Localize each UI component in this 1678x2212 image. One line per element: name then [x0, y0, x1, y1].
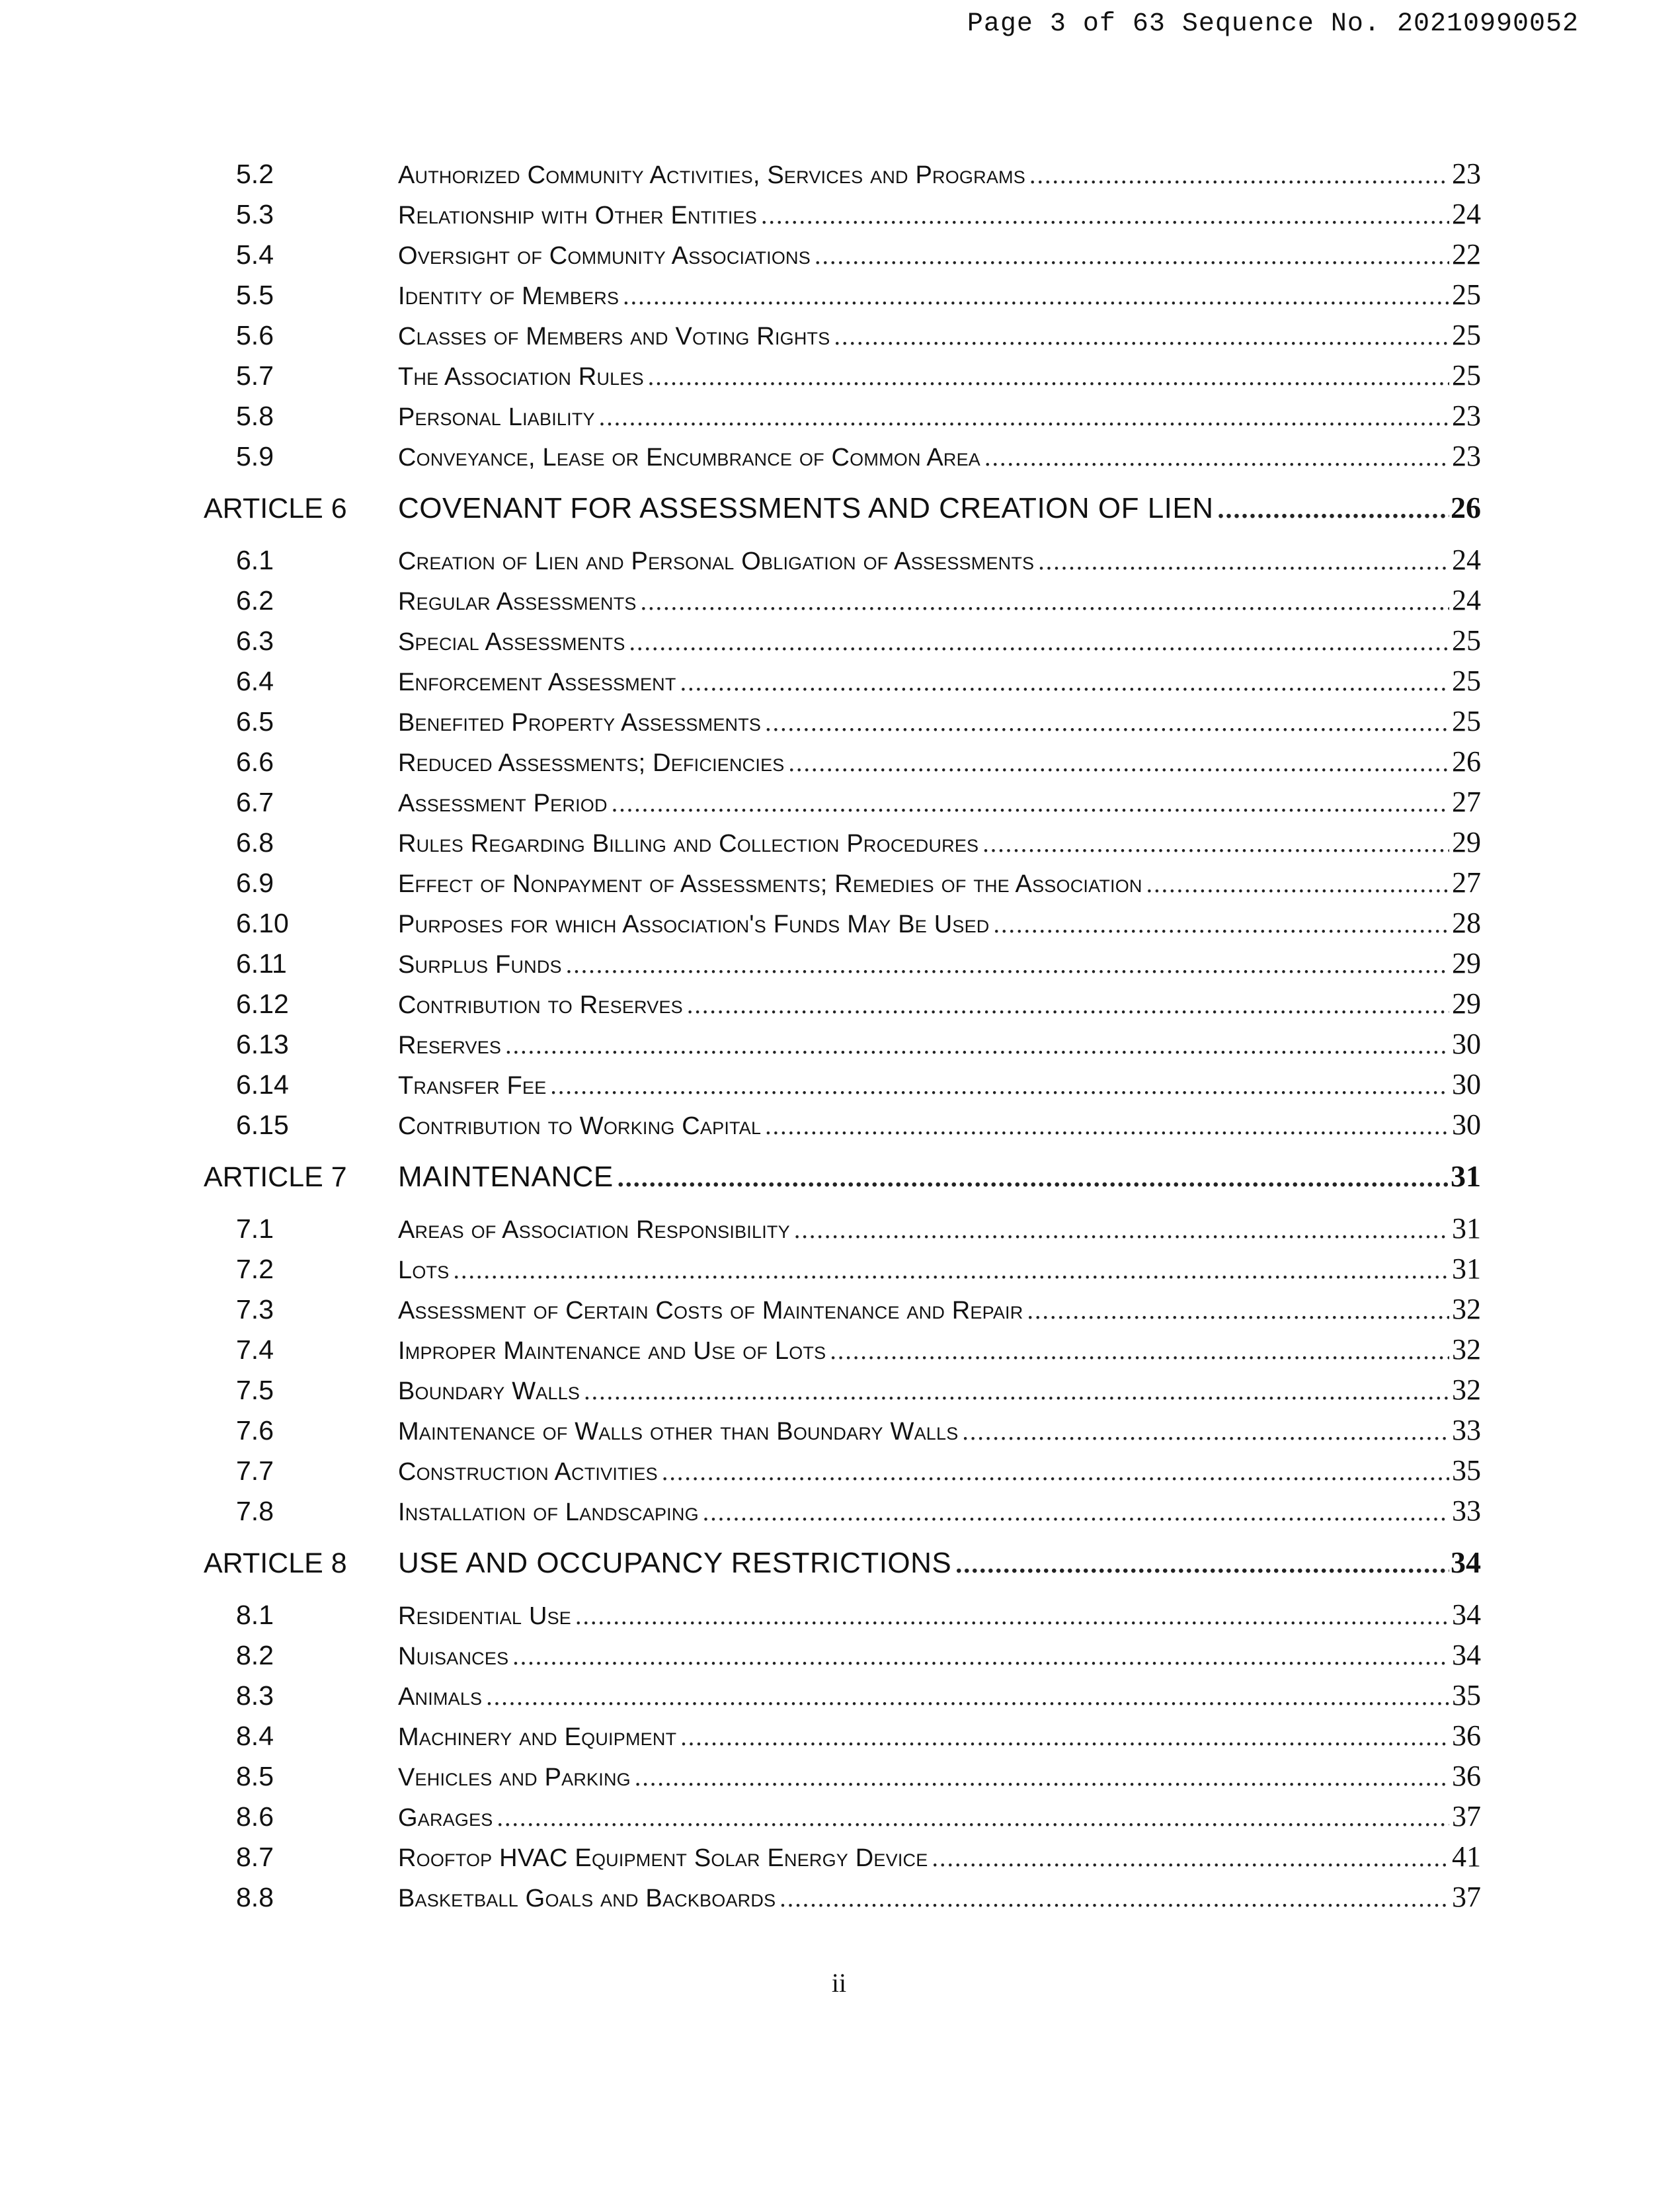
dot-leader — [826, 1331, 1449, 1372]
toc-section-row — [198, 540, 1481, 580]
toc-section-row — [198, 580, 1481, 620]
toc-section-row — [198, 1450, 1481, 1491]
dot-leader — [1023, 1291, 1449, 1331]
dot-leader — [811, 236, 1449, 276]
section-number: 8.4 — [236, 1721, 274, 1751]
dot-leader — [658, 1452, 1449, 1493]
page-reference: 34 — [1452, 1598, 1481, 1631]
section-title: Lots — [398, 1256, 450, 1284]
section-number: 6.5 — [236, 706, 274, 737]
page-reference: 35 — [1452, 1679, 1481, 1711]
article-title: COVENANT FOR ASSESSMENTS AND CREATION OF LIEN — [398, 492, 1214, 524]
section-title: Identity of Members — [398, 282, 619, 310]
dot-leader — [989, 905, 1449, 945]
page-reference: 26 — [1452, 745, 1481, 778]
section-title: Enforcement Assessment — [398, 669, 676, 696]
dot-leader — [830, 317, 1449, 357]
toc-section-row — [198, 234, 1481, 274]
dot-leader — [546, 1066, 1449, 1106]
page-reference: 41 — [1452, 1840, 1481, 1873]
section-title: Personal Liability — [398, 403, 595, 431]
section-title: Maintenance of Walls other than Boundary Walls — [398, 1418, 959, 1446]
page-reference: 28 — [1452, 907, 1481, 939]
section-number: 7.6 — [236, 1415, 274, 1446]
toc-section-row — [198, 903, 1481, 943]
section-number: 6.6 — [236, 747, 274, 777]
section-title: Authorized Community Activities, Services and Programs — [398, 161, 1025, 189]
article-number: ARTICLE 6 — [204, 493, 347, 524]
dot-leader — [928, 1838, 1449, 1879]
page-sequence-header: Page 3 of 63 Sequence No. 20210990052 — [967, 9, 1579, 39]
dot-leader — [493, 1798, 1450, 1838]
section-title: Reduced Assessments; Deficiencies — [398, 749, 785, 777]
section-number: 7.4 — [236, 1334, 274, 1365]
section-title: Boundary Walls — [398, 1377, 580, 1405]
page-reference: 29 — [1452, 826, 1481, 858]
section-number: 6.3 — [236, 626, 274, 656]
toc-section-row — [198, 1635, 1481, 1675]
section-title: The Association Rules — [398, 363, 644, 391]
section-title: Garages — [398, 1804, 493, 1832]
toc-article-row — [198, 487, 1481, 529]
dot-leader — [625, 622, 1449, 663]
section-number: 5.8 — [236, 401, 274, 431]
toc-section-row — [198, 1715, 1481, 1756]
page-reference: 23 — [1452, 399, 1481, 432]
page-reference: 33 — [1452, 1495, 1481, 1527]
page-reference: 32 — [1452, 1373, 1481, 1406]
page-reference: 27 — [1452, 786, 1481, 818]
article-number: ARTICLE 8 — [204, 1547, 347, 1579]
page-reference: 24 — [1452, 198, 1481, 230]
toc-section-row — [198, 701, 1481, 741]
toc-section-row — [198, 1836, 1481, 1877]
section-number: 6.10 — [236, 908, 289, 938]
page-reference: 30 — [1452, 1108, 1481, 1141]
page-reference: 30 — [1452, 1068, 1481, 1100]
section-number: 6.2 — [236, 585, 274, 616]
toc-section-row — [198, 943, 1481, 983]
section-number: 6.13 — [236, 1029, 289, 1059]
page-reference: 31 — [1452, 1252, 1481, 1285]
section-number: 8.8 — [236, 1882, 274, 1912]
section-title: Reserves — [398, 1032, 502, 1059]
dot-leader — [980, 438, 1449, 478]
toc-section-row — [198, 1064, 1481, 1104]
section-title: Oversight of Community Associations — [398, 242, 811, 270]
page-reference: 32 — [1452, 1333, 1481, 1366]
dot-leader — [619, 276, 1449, 317]
page-reference: 34 — [1451, 1545, 1481, 1579]
page-reference: 36 — [1452, 1719, 1481, 1752]
page-reference: 33 — [1452, 1414, 1481, 1446]
toc-article-row — [198, 1155, 1481, 1198]
page-reference: 22 — [1452, 238, 1481, 270]
toc-section-row — [198, 315, 1481, 355]
dot-leader — [595, 397, 1449, 438]
section-number: 7.8 — [236, 1496, 274, 1526]
dot-leader — [979, 824, 1449, 864]
toc-section-row — [198, 782, 1481, 822]
page-reference: 36 — [1452, 1760, 1481, 1792]
section-title: Vehicles and Parking — [398, 1764, 631, 1791]
toc-section-row — [198, 661, 1481, 701]
toc-section-row — [198, 862, 1481, 903]
page-reference: 37 — [1452, 1800, 1481, 1832]
dot-leader — [776, 1879, 1449, 1919]
section-number: 6.9 — [236, 868, 274, 898]
section-number: 6.1 — [236, 545, 274, 575]
toc-section-row — [198, 1756, 1481, 1796]
dot-leader — [1214, 488, 1449, 530]
section-title: Rules Regarding Billing and Collection Procedures — [398, 830, 979, 858]
dot-leader — [958, 1412, 1449, 1452]
dot-leader — [757, 196, 1449, 236]
toc-section-row — [198, 1594, 1481, 1635]
toc-section-row — [198, 1796, 1481, 1836]
section-title: Construction Activities — [398, 1458, 658, 1486]
section-title: Rooftop HVAC Equipment Solar Energy Device — [398, 1844, 928, 1872]
section-number: 7.1 — [236, 1213, 274, 1244]
section-number: 8.3 — [236, 1680, 274, 1711]
dot-leader — [785, 743, 1450, 784]
section-number: 6.12 — [236, 989, 289, 1019]
dot-leader — [580, 1372, 1449, 1412]
section-number: 6.11 — [236, 948, 287, 979]
section-title: Improper Maintenance and Use of Lots — [398, 1337, 826, 1365]
toc-section-row — [198, 194, 1481, 234]
section-title: Residential Use — [398, 1602, 572, 1630]
dot-leader — [508, 1637, 1449, 1677]
section-title: Classes of Members and Voting Rights — [398, 323, 830, 350]
page-reference: 32 — [1452, 1293, 1481, 1325]
dot-leader — [644, 357, 1449, 397]
section-number: 7.5 — [236, 1375, 274, 1405]
toc-section-row — [198, 620, 1481, 661]
page-reference: 31 — [1452, 1212, 1481, 1245]
toc-section-row — [198, 355, 1481, 395]
section-number: 5.9 — [236, 441, 274, 471]
section-title: Special Assessments — [398, 628, 625, 656]
dot-leader — [614, 1157, 1449, 1199]
dot-leader — [449, 1250, 1449, 1291]
section-number: 6.14 — [236, 1069, 289, 1100]
page-reference: 24 — [1452, 584, 1481, 616]
table-of-contents — [198, 153, 1481, 1917]
section-title: Conveyance, Lease or Encumbrance of Common Area — [398, 444, 980, 471]
section-title: Areas of Association Responsibility — [398, 1216, 790, 1244]
section-title: Creation of Lien and Personal Obligation of Assessments — [398, 548, 1035, 575]
section-title: Transfer Fee — [398, 1072, 547, 1100]
section-title: Contribution to Working Capital — [398, 1112, 762, 1140]
section-title: Assessment of Certain Costs of Maintenance and Repair — [398, 1297, 1023, 1325]
page-reference: 31 — [1451, 1159, 1481, 1193]
section-number: 5.6 — [236, 320, 274, 350]
section-number: 6.15 — [236, 1110, 289, 1140]
section-title: Regular Assessments — [398, 588, 637, 616]
section-number: 5.7 — [236, 360, 274, 391]
section-title: Benefited Property Assessments — [398, 709, 762, 737]
dot-leader — [501, 1026, 1449, 1066]
toc-section-row — [198, 153, 1481, 194]
dot-leader — [637, 582, 1449, 622]
section-title: Nuisances — [398, 1643, 509, 1670]
dot-leader — [699, 1493, 1449, 1533]
page-reference: 30 — [1452, 1028, 1481, 1060]
page-reference: 25 — [1452, 319, 1481, 351]
section-title: Contribution to Reserves — [398, 991, 683, 1019]
page-reference: 25 — [1452, 278, 1481, 311]
dot-leader — [683, 985, 1449, 1026]
page-reference: 23 — [1452, 440, 1481, 472]
section-number: 5.4 — [236, 239, 274, 270]
page-reference: 24 — [1452, 544, 1481, 576]
article-title: MAINTENANCE — [398, 1161, 614, 1193]
toc-section-row — [198, 1410, 1481, 1450]
dot-leader — [608, 784, 1449, 824]
toc-section-row — [198, 822, 1481, 862]
toc-section-row — [198, 1024, 1481, 1064]
section-number: 5.5 — [236, 280, 274, 310]
toc-section-row — [198, 1675, 1481, 1715]
section-number: 6.4 — [236, 666, 274, 696]
section-number: 8.1 — [236, 1600, 274, 1630]
page-reference: 27 — [1452, 866, 1481, 899]
section-title: Animals — [398, 1683, 483, 1711]
section-title: Machinery and Equipment — [398, 1723, 677, 1751]
section-title: Basketball Goals and Backboards — [398, 1885, 776, 1912]
toc-section-row — [198, 1877, 1481, 1917]
page-reference: 29 — [1452, 987, 1481, 1020]
dot-leader — [761, 703, 1449, 743]
section-number: 7.2 — [236, 1254, 274, 1284]
section-title: Surplus Funds — [398, 951, 562, 979]
section-title: Relationship with Other Entities — [398, 202, 757, 229]
page-reference: 25 — [1452, 359, 1481, 391]
dot-leader — [676, 663, 1449, 703]
section-number: 8.6 — [236, 1801, 274, 1832]
section-number: 6.8 — [236, 827, 274, 858]
toc-section-row — [198, 1249, 1481, 1289]
dot-leader — [562, 945, 1449, 985]
page-reference: 25 — [1452, 665, 1481, 697]
page-reference: 25 — [1452, 705, 1481, 737]
toc-section-row — [198, 1370, 1481, 1410]
toc-section-row — [198, 274, 1481, 315]
page-reference: 35 — [1452, 1454, 1481, 1487]
section-number: 5.2 — [236, 159, 274, 189]
page-reference: 25 — [1452, 624, 1481, 657]
dot-leader — [761, 1106, 1449, 1147]
section-number: 8.2 — [236, 1640, 274, 1670]
article-number: ARTICLE 7 — [204, 1161, 347, 1193]
dot-leader — [1025, 155, 1449, 196]
toc-section-row — [198, 741, 1481, 782]
toc-section-row — [198, 1491, 1481, 1531]
dot-leader — [1034, 542, 1449, 582]
toc-section-row — [198, 1329, 1481, 1370]
dot-leader — [676, 1717, 1449, 1758]
section-number: 8.5 — [236, 1761, 274, 1791]
page-reference: 34 — [1452, 1639, 1481, 1671]
dot-leader — [482, 1677, 1449, 1717]
toc-section-row — [198, 983, 1481, 1024]
dot-leader — [1142, 864, 1449, 905]
article-title: USE AND OCCUPANCY RESTRICTIONS — [398, 1547, 952, 1579]
toc-section-row — [198, 1104, 1481, 1145]
section-number: 7.7 — [236, 1455, 274, 1486]
section-title: Effect of Nonpayment of Assessments; Remedies of the Association — [398, 870, 1142, 898]
dot-leader — [790, 1210, 1449, 1250]
section-title: Assessment Period — [398, 790, 608, 817]
section-number: 5.3 — [236, 199, 274, 229]
page-number-footer: ii — [831, 1968, 847, 1998]
toc-section-row — [198, 1208, 1481, 1249]
section-number: 8.7 — [236, 1842, 274, 1872]
toc-article-row — [198, 1541, 1481, 1584]
page-reference: 26 — [1451, 491, 1481, 524]
dot-leader — [571, 1596, 1449, 1637]
toc-section-row — [198, 436, 1481, 476]
toc-section-row — [198, 1289, 1481, 1329]
section-title: Purposes for which Association's Funds May Be Used — [398, 911, 990, 938]
dot-leader — [631, 1758, 1449, 1798]
toc-section-row — [198, 395, 1481, 436]
section-number: 6.7 — [236, 787, 274, 817]
section-number: 7.3 — [236, 1294, 274, 1325]
section-title: Installation of Landscaping — [398, 1498, 699, 1526]
page-reference: 37 — [1452, 1881, 1481, 1913]
page-reference: 29 — [1452, 947, 1481, 979]
page-reference: 23 — [1452, 157, 1481, 190]
dot-leader — [951, 1543, 1449, 1585]
